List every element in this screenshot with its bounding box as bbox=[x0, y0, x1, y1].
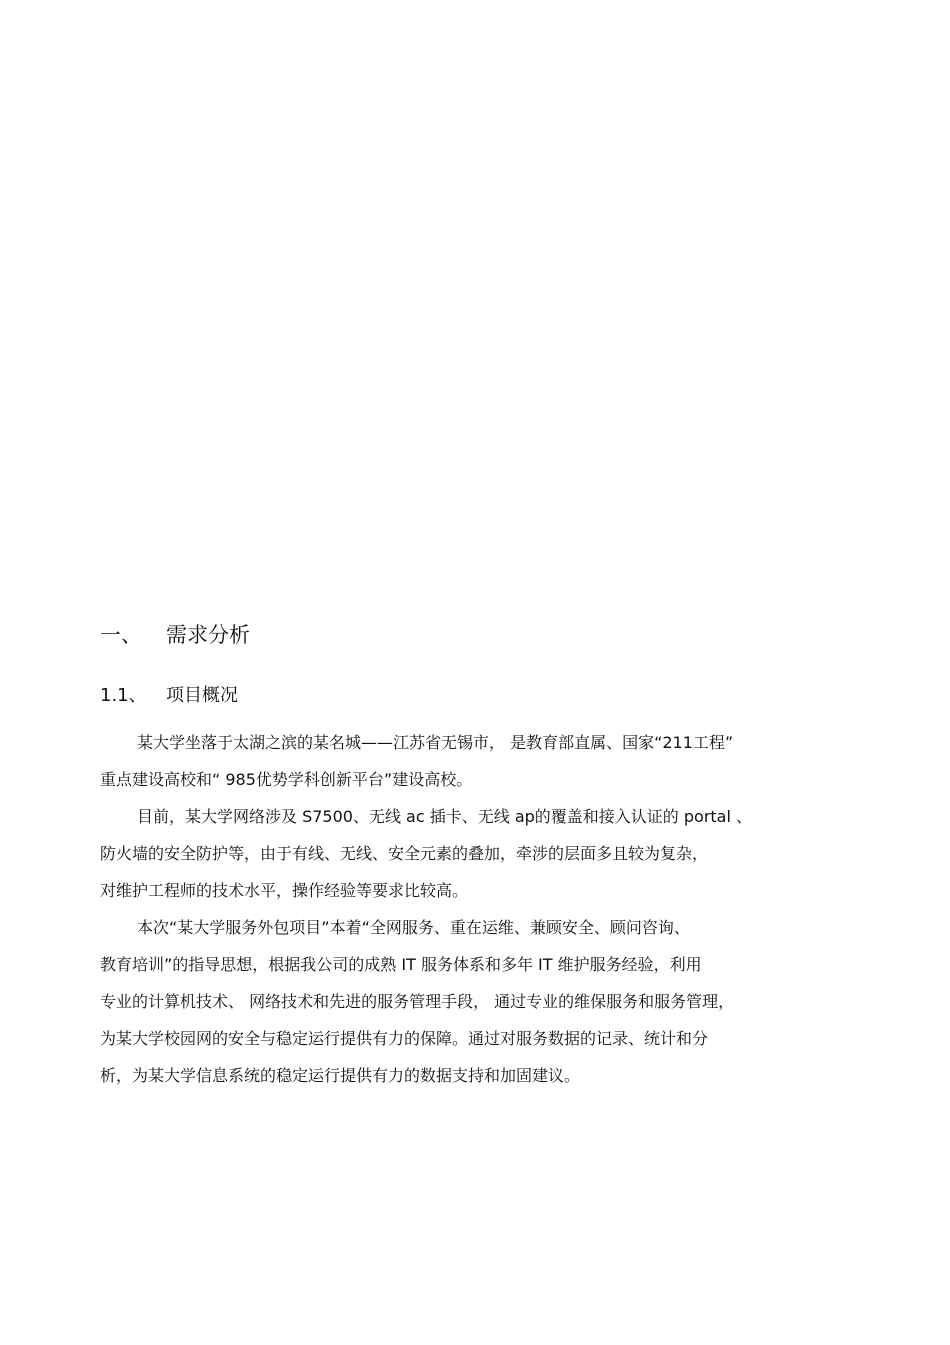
paragraph-network bbox=[100, 798, 840, 909]
paragraph-line: 为某大学校园网的安全与稳定运行提供有力的保障。通过对服务数据的记录、统计和分 bbox=[100, 1029, 709, 1048]
paragraph-line: 对维护工程师的技术水平，操作经验等要求比较高。 bbox=[100, 881, 469, 900]
paragraph-line: 某大学坐落于太湖之滨的某名城——江苏省无锡市， 是教育部直属、国家“211工程” bbox=[137, 733, 734, 752]
paragraph-line: 教育培训”的指导思想，根据我公司的成熟 IT 服务体系和多年 IT 维护服务经验，利用 bbox=[100, 955, 702, 974]
section-heading bbox=[100, 620, 250, 650]
subsection-number: 1.1、 bbox=[100, 685, 147, 706]
paragraph-line: 重点建设高校和“ 985优势学科创新平台”建设高校。 bbox=[100, 770, 473, 789]
subsection-title: 项目概况 bbox=[166, 685, 238, 706]
section-number: 一、 bbox=[100, 623, 142, 647]
section-title: 需求分析 bbox=[166, 623, 250, 647]
paragraph-line: 目前，某大学网络涉及 S7500、无线 ac 插卡、无线 ap的覆盖和接入认证的 portal 、 bbox=[137, 807, 753, 826]
paragraph-line: 防火墙的安全防护等，由于有线、无线、安全元素的叠加，牵涉的层面多且较为复杂， bbox=[100, 844, 709, 863]
paragraph-intro bbox=[100, 724, 840, 798]
subsection-heading bbox=[100, 683, 238, 709]
paragraph-project bbox=[100, 909, 840, 1094]
paragraph-line: 析，为某大学信息系统的稳定运行提供有力的数据支持和加固建议。 bbox=[100, 1066, 581, 1085]
paragraph-line: 本次“某大学服务外包项目”本着“全网服务、重在运维、兼顾安全、顾问咨询、 bbox=[137, 918, 690, 937]
paragraph-line: 专业的计算机技术、 网络技术和先进的服务管理手段， 通过专业的维保服务和服务管理， bbox=[100, 992, 735, 1011]
